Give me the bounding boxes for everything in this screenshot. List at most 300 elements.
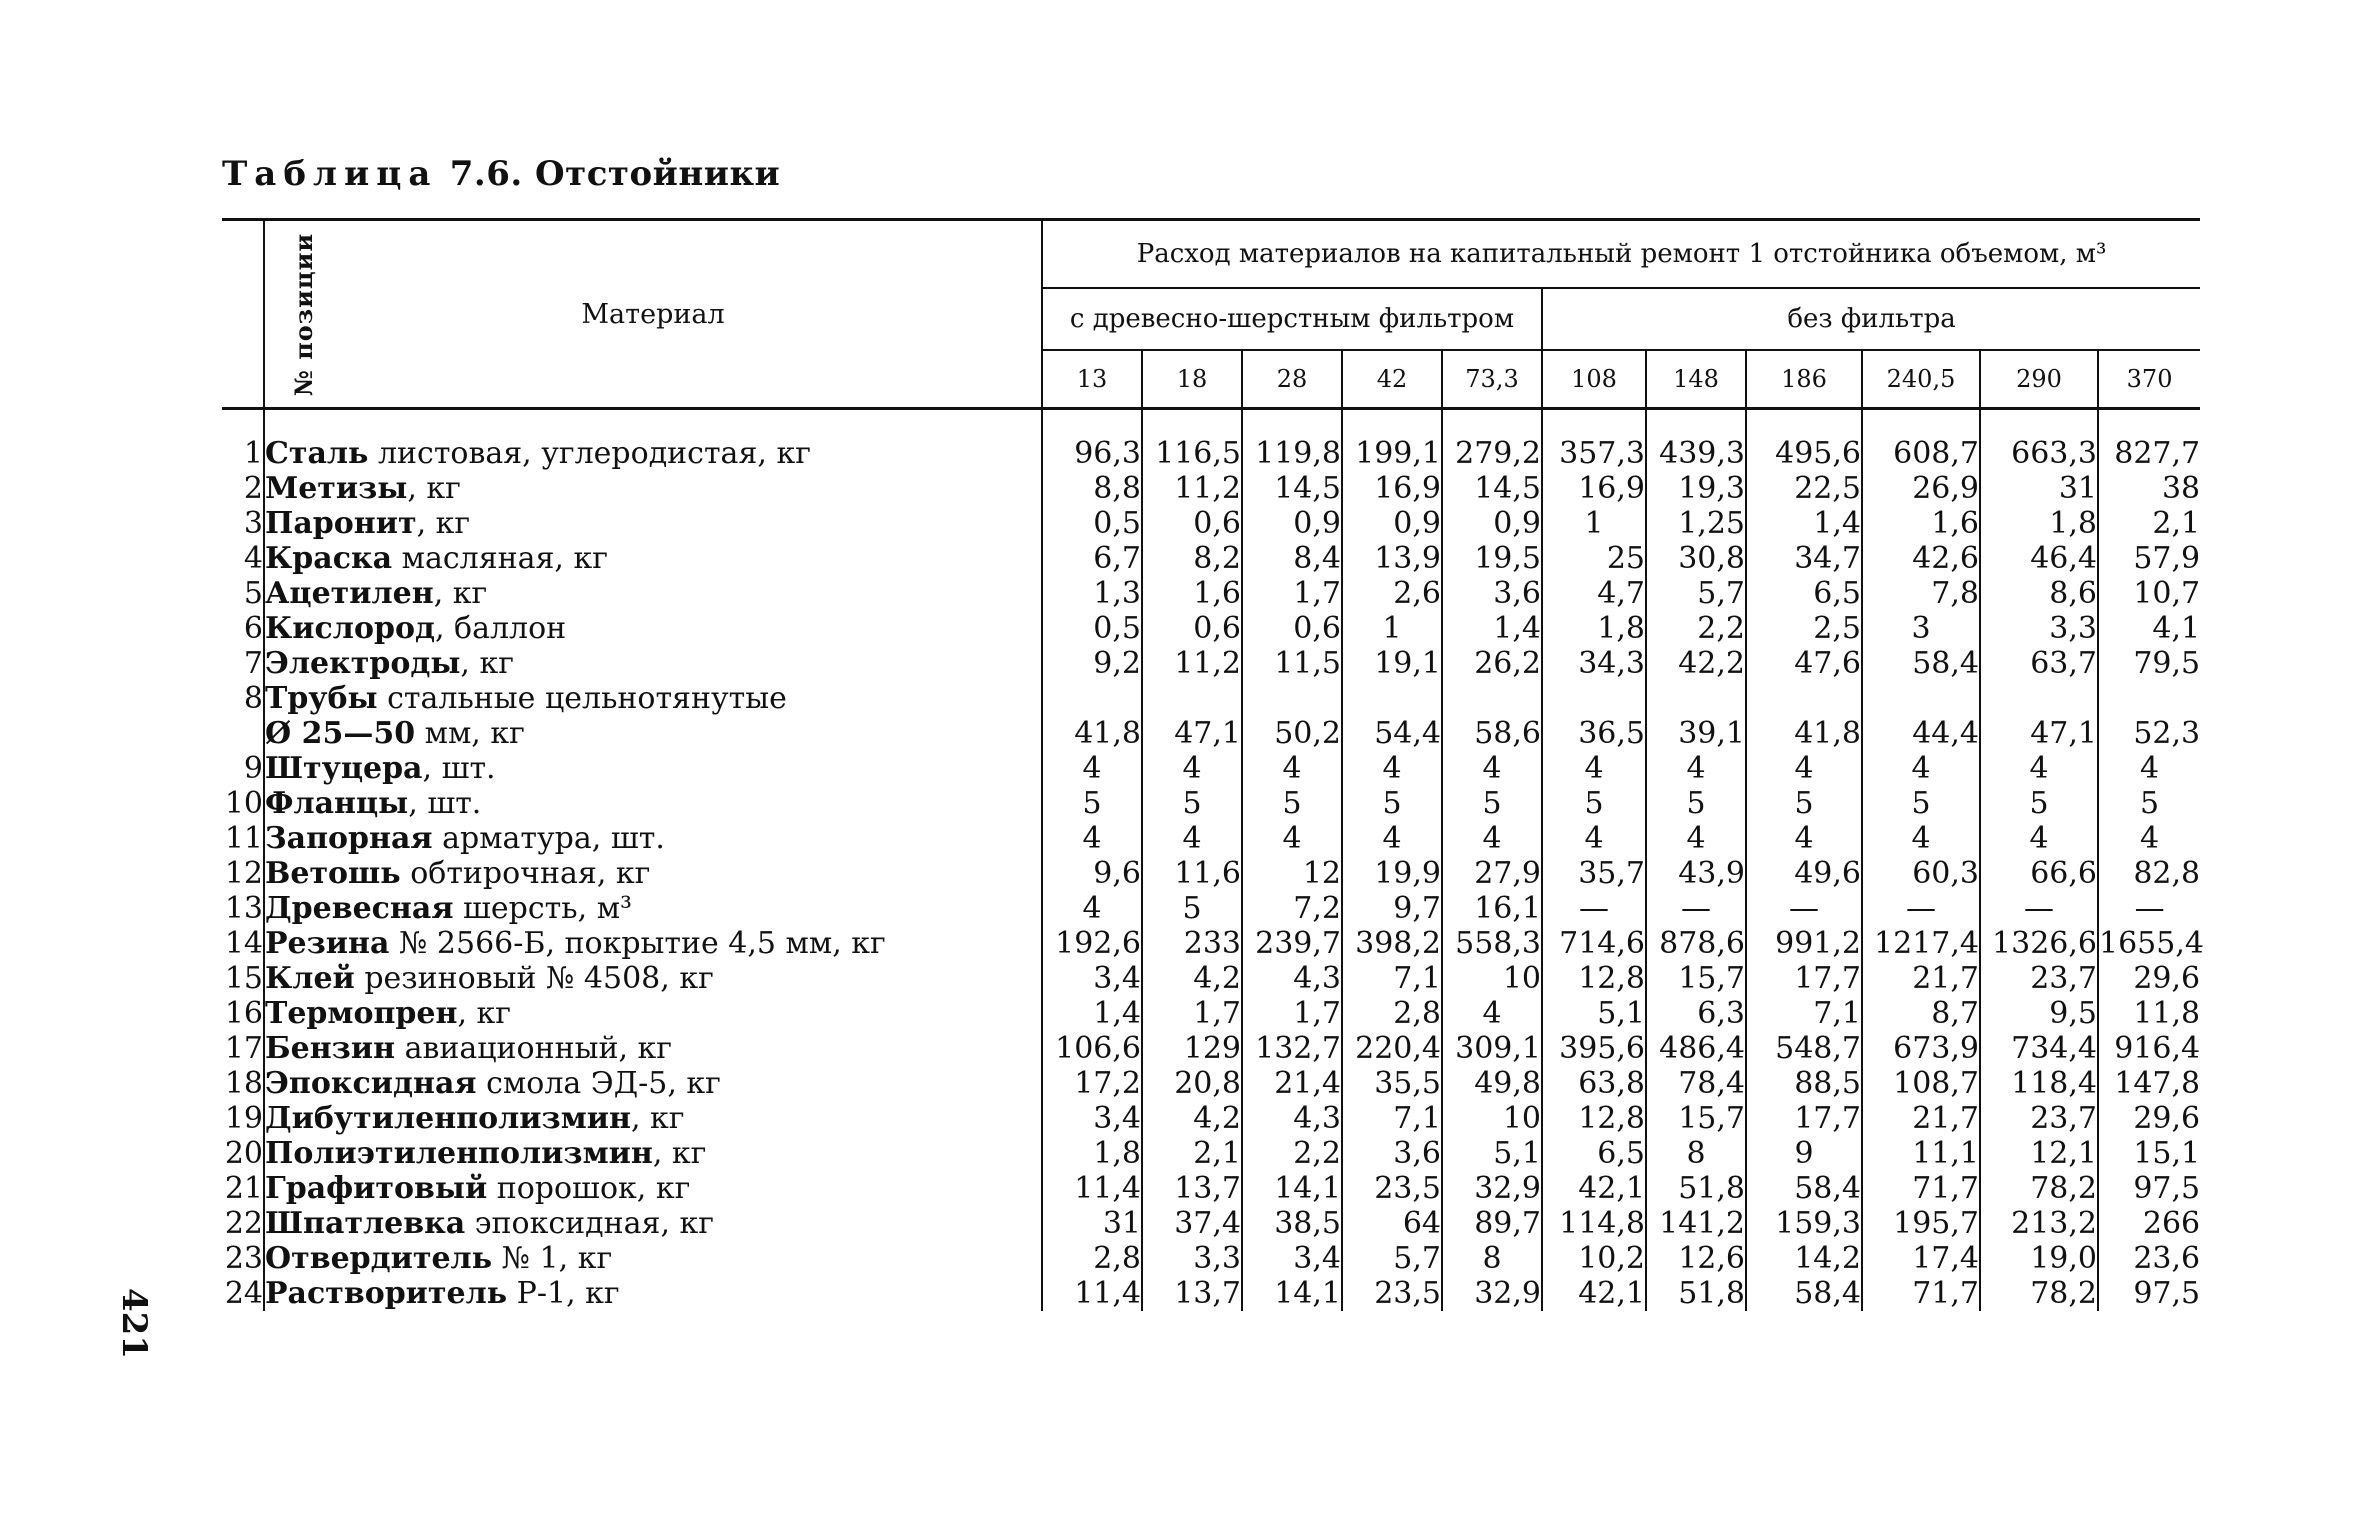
value-cell: 19,1 (1342, 646, 1442, 681)
value-cell: 5 (1980, 786, 2098, 821)
value-cell: 9,7 (1342, 891, 1442, 926)
table-row (222, 996, 2200, 1031)
table-row (222, 891, 2200, 926)
value-cell: 1 (1342, 611, 1442, 646)
value-cell: 1,7 (1242, 576, 1342, 611)
position-number: 5 (222, 576, 264, 611)
value-cell: 3,4 (1242, 1241, 1342, 1276)
value-cell: 4 (1862, 821, 1980, 856)
value-cell: 4 (1646, 821, 1746, 856)
position-number: 1 (222, 436, 264, 471)
value-cell: 5 (1646, 786, 1746, 821)
value-cell: 2,1 (2152, 506, 2201, 541)
value-cell: 82,8 (2133, 856, 2201, 891)
material-name-bold: Ветошь (265, 856, 401, 891)
value-cell: 5 (1142, 891, 1242, 926)
material-name-rest: резиновый № 4508, кг (354, 961, 714, 996)
material-name (264, 1206, 1042, 1241)
value-cell: 49,8 (1442, 1066, 1542, 1101)
value-cell: 213,2 (1980, 1206, 2098, 1241)
value-cell: 1,8 (1042, 1136, 1142, 1171)
position-number: 4 (222, 541, 264, 576)
value-cell: 1,8 (1542, 611, 1646, 646)
position-number: 14 (222, 926, 264, 961)
value-cell: 46,4 (1980, 541, 2098, 576)
material-name-rest: эпоксидная, кг (465, 1206, 714, 1241)
value-cell: 38,5 (1242, 1206, 1342, 1241)
value-cell: 19,9 (1342, 856, 1442, 891)
value-cell: 878,6 (1646, 926, 1746, 961)
value-cell: 4 (1242, 821, 1342, 856)
table-row (222, 751, 2200, 786)
material-name-bold: Отвердитель (265, 1241, 493, 1276)
value-cell: 1,7 (1242, 996, 1342, 1031)
value-cell: 0,9 (1442, 506, 1542, 541)
value-cell: 79,5 (2133, 646, 2201, 681)
value-cell: 51,8 (1646, 1171, 1746, 1206)
material-column-header: Материал (264, 220, 1042, 409)
volume-header: 240,5 (1862, 350, 1980, 409)
material-name (264, 576, 1042, 611)
value-cell: 827,7 (2114, 436, 2201, 471)
value-cell: 35,7 (1542, 856, 1646, 891)
value-cell: 5 (1142, 786, 1242, 821)
value-cell: 1 (1542, 506, 1646, 541)
value-cell: 1,7 (1142, 996, 1242, 1031)
value-cell: 97,5 (2133, 1171, 2201, 1206)
value-cell: 309,1 (1442, 1031, 1542, 1066)
value-cell: 89,7 (1442, 1206, 1542, 1241)
table-row (222, 926, 2200, 961)
value-cell: 49,6 (1746, 856, 1862, 891)
value-cell: 663,3 (1980, 436, 2098, 471)
material-name-rest: № 1, кг (492, 1241, 613, 1276)
value-cell: 41,8 (1746, 681, 1862, 751)
value-cell: 8,8 (1042, 471, 1142, 506)
value-cell: 5,1 (1442, 1136, 1542, 1171)
value-cell: 1326,6 (1980, 926, 2098, 961)
value-cell: 734,4 (1980, 1031, 2098, 1066)
value-cell: 220,4 (1342, 1031, 1442, 1066)
value-cell: 8 (1646, 1136, 1746, 1171)
table-row (222, 681, 2200, 751)
position-number: 13 (222, 891, 264, 926)
value-cell: 41,8 (1042, 681, 1142, 751)
volume-header: 370 (2098, 350, 2200, 409)
value-cell: 11,1 (1862, 1136, 1980, 1171)
position-number: 10 (222, 786, 264, 821)
value-cell: — (2134, 891, 2165, 926)
value-cell: 4 (1342, 751, 1442, 786)
material-name-rest: , кг (407, 471, 461, 506)
value-cell: 495,6 (1746, 436, 1862, 471)
material-name-bold: Фланцы (265, 786, 409, 821)
material-name (264, 821, 1042, 856)
value-cell: 27,9 (1442, 856, 1542, 891)
value-cell: 129 (1142, 1031, 1242, 1066)
value-cell: 195,7 (1862, 1206, 1980, 1241)
value-cell: 108,7 (1862, 1066, 1980, 1101)
value-cell: 4 (1442, 751, 1542, 786)
material-name-rest: , баллон (434, 611, 567, 646)
value-cell: 916,4 (2114, 1031, 2201, 1066)
material-name (264, 1276, 1042, 1311)
value-cell: 4 (1242, 751, 1342, 786)
value-cell: 71,7 (1862, 1171, 1980, 1206)
volume-header: 73,3 (1442, 350, 1542, 409)
position-number: 24 (222, 1276, 264, 1311)
material-name-bold: Ацетилен (265, 576, 434, 611)
position-number: 9 (222, 751, 264, 786)
value-cell: 5,7 (1646, 576, 1746, 611)
value-cell: 3,3 (1980, 611, 2098, 646)
material-name (264, 891, 1042, 926)
value-cell: 64 (1342, 1206, 1442, 1241)
value-cell: 2,6 (1342, 576, 1442, 611)
value-cell: 30,8 (1646, 541, 1746, 576)
value-cell: 4 (1442, 996, 1542, 1031)
position-number: 23 (222, 1241, 264, 1276)
value-cell: 266 (2142, 1206, 2201, 1241)
value-cell: 147,8 (2114, 1066, 2201, 1101)
value-cell: 17,7 (1746, 1101, 1862, 1136)
value-cell: 3,4 (1042, 1101, 1142, 1136)
value-cell: 58,4 (1746, 1171, 1862, 1206)
value-cell: 10,7 (2133, 576, 2201, 611)
table-row (222, 1206, 2200, 1241)
value-cell: 714,6 (1542, 926, 1646, 961)
value-cell: 4 (1542, 751, 1646, 786)
value-cell: 1,25 (1646, 506, 1746, 541)
value-cell: 0,5 (1042, 506, 1142, 541)
value-cell: 558,3 (1442, 926, 1542, 961)
value-cell: 1,6 (1142, 576, 1242, 611)
value-cell: 233 (1142, 926, 1242, 961)
value-cell: 4,3 (1242, 961, 1342, 996)
material-name (264, 1066, 1042, 1101)
value-cell: 29,6 (2133, 1101, 2201, 1136)
value-cell: 9,6 (1042, 856, 1142, 891)
value-cell: 8,2 (1142, 541, 1242, 576)
value-cell: 4 (1342, 821, 1442, 856)
material-name (264, 471, 1042, 506)
material-name (264, 926, 1042, 961)
value-cell: 5,1 (1542, 996, 1646, 1031)
value-cell: 11,2 (1142, 646, 1242, 681)
value-cell: 132,7 (1242, 1031, 1342, 1066)
value-cell: 4 (1042, 891, 1142, 926)
position-column-header: № позиции (222, 220, 264, 409)
value-cell: 50,2 (1242, 681, 1342, 751)
value-cell: 398,2 (1342, 926, 1442, 961)
position-number: 3 (222, 506, 264, 541)
value-cell: 4 (1542, 821, 1646, 856)
value-cell: 4 (1042, 821, 1142, 856)
value-cell: 16,9 (1542, 471, 1646, 506)
value-cell: 1217,4 (1862, 926, 1980, 961)
value-cell: 2,1 (1142, 1136, 1242, 1171)
value-cell: 78,4 (1646, 1066, 1746, 1101)
value-cell: 2,2 (1242, 1136, 1342, 1171)
value-cell: 38 (2161, 471, 2201, 506)
material-name-rest: обтирочная, кг (400, 856, 651, 891)
value-cell: 97,5 (2133, 1276, 2201, 1311)
value-cell: 88,5 (1746, 1066, 1862, 1101)
value-cell: 4 (1980, 821, 2098, 856)
material-name-rest: авиационный, кг (395, 1031, 672, 1066)
value-cell: 19,5 (1442, 541, 1542, 576)
value-cell: 12,8 (1542, 961, 1646, 996)
value-cell: 141,2 (1646, 1206, 1746, 1241)
value-cell: 17,7 (1746, 961, 1862, 996)
value-cell: 60,3 (1862, 856, 1980, 891)
material-name-rest: листовая, углеродистая, кг (368, 436, 811, 471)
value-cell: 47,6 (1746, 646, 1862, 681)
material-name-rest: шерсть, м³ (453, 891, 633, 926)
value-cell: 4,1 (2152, 611, 2201, 646)
table-caption (222, 154, 780, 194)
material-name (264, 1136, 1042, 1171)
value-cell: 6,3 (1646, 996, 1746, 1031)
position-number: 21 (222, 1171, 264, 1206)
value-cell: 9,5 (1980, 996, 2098, 1031)
value-cell: 1,4 (1746, 506, 1862, 541)
value-cell: 991,2 (1746, 926, 1862, 961)
value-cell: 8,4 (1242, 541, 1342, 576)
material-name-bold: Бензин (265, 1031, 396, 1066)
table-row (222, 1066, 2200, 1101)
value-cell: 47,1 (1142, 681, 1242, 751)
value-cell: 0,5 (1042, 611, 1142, 646)
table-row (222, 856, 2200, 891)
value-cell: 395,6 (1542, 1031, 1646, 1066)
material-name (264, 541, 1042, 576)
value-cell: 4 (2140, 751, 2160, 786)
material-name-bold: Полиэтиленполизмин (265, 1136, 653, 1171)
value-cell: 66,6 (1980, 856, 2098, 891)
value-cell: 2,8 (1042, 1241, 1142, 1276)
value-cell: 673,9 (1862, 1031, 1980, 1066)
value-cell: 8 (1442, 1241, 1542, 1276)
value-cell: 14,1 (1242, 1276, 1342, 1311)
value-cell: 14,5 (1242, 471, 1342, 506)
value-cell: — (1542, 891, 1646, 926)
material-name-rest: № 2566-Б, покрытие 4,5 мм, кг (389, 926, 886, 961)
value-cell: 12,6 (1646, 1241, 1746, 1276)
value-cell: 2,2 (1646, 611, 1746, 646)
material-name (264, 751, 1042, 786)
value-cell: 8,6 (1980, 576, 2098, 611)
value-cell: 15,7 (1646, 961, 1746, 996)
value-cell: 23,6 (2133, 1241, 2201, 1276)
value-cell: 1,4 (1042, 996, 1142, 1031)
value-cell: 63,8 (1542, 1066, 1646, 1101)
material-name (264, 436, 1042, 471)
value-cell: 43,9 (1646, 856, 1746, 891)
value-cell: 52,3 (2133, 716, 2201, 751)
table-row (222, 471, 2200, 506)
value-cell: 12,8 (1542, 1101, 1646, 1136)
table-row (222, 1241, 2200, 1276)
table-row (222, 786, 2200, 821)
value-cell: 20,8 (1142, 1066, 1242, 1101)
material-name-bold: Эпоксидная (265, 1066, 477, 1101)
value-cell: 10 (1442, 961, 1542, 996)
material-name-rest: порошок, кг (487, 1171, 691, 1206)
value-cell: 4 (1442, 821, 1542, 856)
volume-header: 13 (1042, 350, 1142, 409)
value-cell: 26,2 (1442, 646, 1542, 681)
value-cell: 51,8 (1646, 1276, 1746, 1311)
value-cell: 1,8 (1980, 506, 2098, 541)
material-name-rest: арматура, шт. (432, 821, 665, 856)
value-cell: — (1862, 891, 1980, 926)
value-cell: 10,2 (1542, 1241, 1646, 1276)
page-number: 421 (114, 1288, 154, 1359)
value-cell: 239,7 (1242, 926, 1342, 961)
position-number: 12 (222, 856, 264, 891)
value-cell: 19,0 (1980, 1241, 2098, 1276)
value-cell: 608,7 (1862, 436, 1980, 471)
value-cell: 4 (1746, 821, 1862, 856)
material-name-rest: , шт. (422, 751, 496, 786)
value-cell: 3,6 (1442, 576, 1542, 611)
value-cell: 57,9 (2133, 541, 2201, 576)
value-cell: 7,1 (1342, 961, 1442, 996)
value-cell: 42,2 (1646, 646, 1746, 681)
table-row (222, 961, 2200, 996)
position-number: 18 (222, 1066, 264, 1101)
table-row (222, 436, 2200, 471)
value-cell: 1,3 (1042, 576, 1142, 611)
material-name (264, 646, 1042, 681)
value-cell: 9 (1746, 1136, 1862, 1171)
material-name (264, 961, 1042, 996)
consumption-header: Расход материалов на капитальный ремонт 1 отстойника объемом, м³ (1042, 220, 2200, 289)
value-cell: 2,8 (1342, 996, 1442, 1031)
value-cell: 8,7 (1862, 996, 1980, 1031)
value-cell: 63,7 (1980, 646, 2098, 681)
material-name-bold: Кислород (265, 611, 435, 646)
material-name (264, 506, 1042, 541)
material-name (264, 1031, 1042, 1066)
table-row (222, 821, 2200, 856)
table-row (222, 506, 2200, 541)
material-name-rest: , кг (652, 1136, 707, 1171)
value-cell: 36,5 (1542, 681, 1646, 751)
table-row (222, 576, 2200, 611)
material-name-bold: Резина (265, 926, 390, 961)
material-name (264, 681, 1042, 751)
value-cell: 78,2 (1980, 1276, 2098, 1311)
value-cell: 23,7 (1980, 1101, 2098, 1136)
value-cell: 54,4 (1342, 681, 1442, 751)
value-cell: 78,2 (1980, 1171, 2098, 1206)
value-cell: 7,2 (1242, 891, 1342, 926)
value-cell: 58,4 (1746, 1276, 1862, 1311)
volume-header: 18 (1142, 350, 1242, 409)
value-cell: 5 (1342, 786, 1442, 821)
value-cell: 21,7 (1862, 1101, 1980, 1136)
value-cell: 32,9 (1442, 1276, 1542, 1311)
value-cell: 6,5 (1542, 1136, 1646, 1171)
value-cell: 16,1 (1442, 891, 1542, 926)
value-cell: 4,3 (1242, 1101, 1342, 1136)
value-cell: 9,2 (1042, 646, 1142, 681)
value-cell: 11,4 (1042, 1171, 1142, 1206)
value-cell: 4 (2140, 821, 2160, 856)
volume-header: 108 (1542, 350, 1646, 409)
value-cell: 4 (1142, 821, 1242, 856)
value-cell: 5 (1542, 786, 1646, 821)
value-cell: 34,3 (1542, 646, 1646, 681)
value-cell: 11,6 (1142, 856, 1242, 891)
material-name-bold: Сталь (265, 436, 369, 471)
material-name-bold: Графитовый (265, 1171, 488, 1206)
table-caption-word: Таблица (222, 154, 438, 194)
table-caption-title: 7.6. Отстойники (449, 154, 781, 194)
value-cell: 4 (1142, 751, 1242, 786)
material-name-bold: Растворитель (265, 1276, 508, 1311)
value-cell: 15,7 (1646, 1101, 1746, 1136)
value-cell: 10 (1442, 1101, 1542, 1136)
value-cell: 23,7 (1980, 961, 2098, 996)
material-name-rest: стальные цельнотянутые (377, 681, 787, 716)
value-cell: 3,6 (1342, 1136, 1442, 1171)
material-name (264, 1241, 1042, 1276)
material-name (264, 1171, 1042, 1206)
table-row (222, 646, 2200, 681)
value-cell: 21,7 (1862, 961, 1980, 996)
value-cell: 4 (1980, 751, 2098, 786)
value-cell: 3,3 (1142, 1241, 1242, 1276)
value-cell: 5 (1242, 786, 1342, 821)
material-name (264, 996, 1042, 1031)
value-cell: 4,2 (1142, 961, 1242, 996)
value-cell: 42,1 (1542, 1276, 1646, 1311)
table-row (222, 1276, 2200, 1311)
material-name (264, 856, 1042, 891)
value-cell: 31 (1042, 1206, 1142, 1241)
material-name-bold: Термопрен (265, 996, 458, 1031)
material-name-bold: Запорная (265, 821, 433, 856)
position-number: 8 (222, 681, 264, 751)
value-cell: 71,7 (1862, 1276, 1980, 1311)
value-cell: 439,3 (1646, 436, 1746, 471)
material-name-bold: Шпатлевка (265, 1206, 466, 1241)
material-name-rest: , кг (460, 646, 514, 681)
material-name-rest: масляная, кг (392, 541, 608, 576)
value-cell: 37,4 (1142, 1206, 1242, 1241)
value-cell: 23,5 (1342, 1276, 1442, 1311)
position-number: 2 (222, 471, 264, 506)
value-cell: 114,8 (1542, 1206, 1646, 1241)
value-cell: 11,8 (2133, 996, 2201, 1031)
value-cell: 7,1 (1746, 996, 1862, 1031)
material-name-rest: , кг (457, 996, 511, 1031)
material-name-bold: Трубы (265, 681, 378, 716)
value-cell: 17,4 (1862, 1241, 1980, 1276)
volume-header: 290 (1980, 350, 2098, 409)
value-cell: 13,7 (1142, 1171, 1242, 1206)
value-cell: 5 (1746, 786, 1862, 821)
value-cell: 5 (1862, 786, 1980, 821)
value-cell: 4,2 (1142, 1101, 1242, 1136)
value-cell: 32,9 (1442, 1171, 1542, 1206)
material-name-bold: Дибутиленполизмин (265, 1101, 631, 1136)
value-cell: 5 (1442, 786, 1542, 821)
table-row (222, 1136, 2200, 1171)
